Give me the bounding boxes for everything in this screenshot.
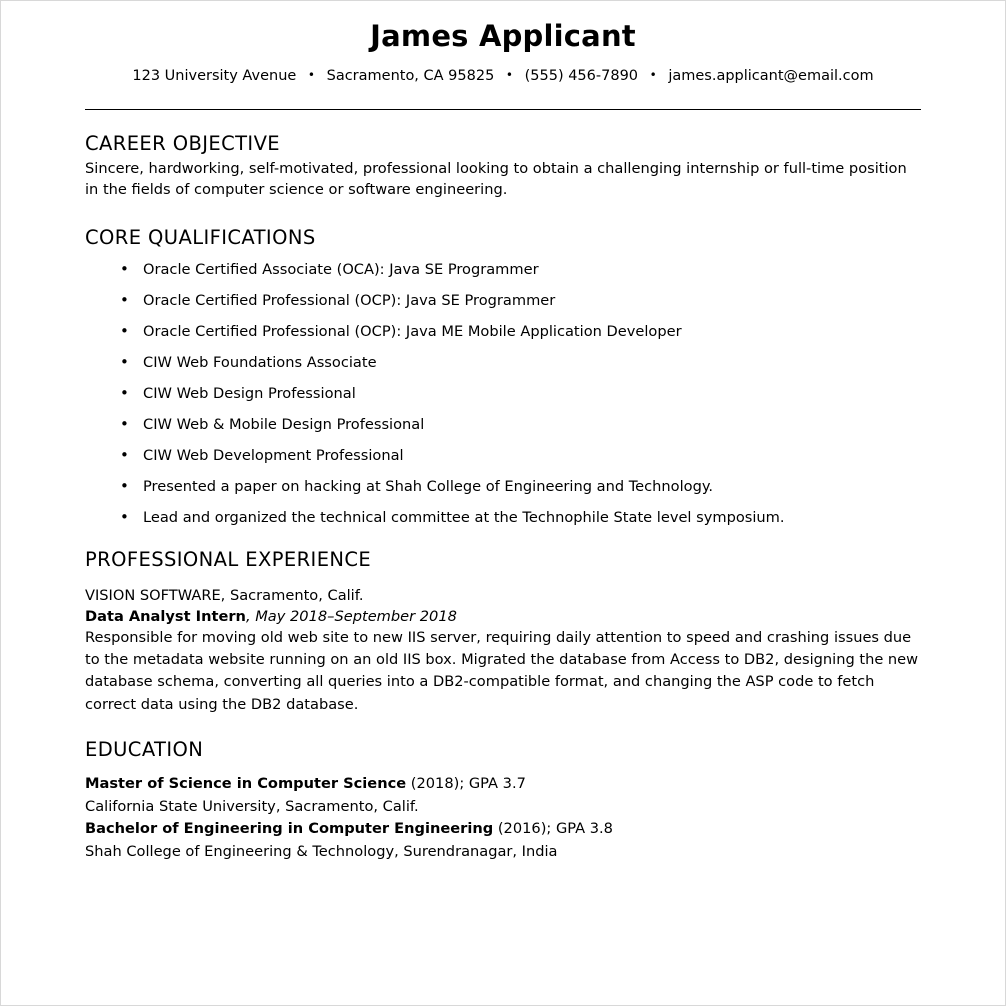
contact-address: 123 University Avenue xyxy=(132,67,297,84)
bullet-separator-icon: • xyxy=(307,67,315,82)
header-divider xyxy=(85,109,921,110)
bullet-separator-icon: • xyxy=(505,67,513,82)
education-entry-degree xyxy=(85,773,921,796)
section-heading-core-qualifications: CORE QUALIFICATIONS xyxy=(85,226,316,250)
list-item: • CIW Web Design Professional xyxy=(85,385,921,403)
section-heading-professional-experience: PROFESSIONAL EXPERIENCE xyxy=(85,548,372,572)
list-item: • Oracle Certified Professional (OCP): Java SE Programmer xyxy=(85,292,921,310)
education-degree-detail: (2016); GPA 3.8 xyxy=(493,820,613,838)
list-item: • CIW Web & Mobile Design Professional xyxy=(85,416,921,434)
contact-line xyxy=(85,67,921,86)
list-item: • Oracle Certified Associate (OCA): Java SE Programmer xyxy=(85,261,921,279)
list-item: • CIW Web Foundations Associate xyxy=(85,354,921,372)
education-degree-detail: (2018); GPA 3.7 xyxy=(406,775,526,793)
page-title: James Applicant xyxy=(370,19,636,53)
experience-company: VISION SOFTWARE, Sacramento, Calif. xyxy=(85,586,364,604)
contact-phone: (555) 456-7890 xyxy=(524,67,639,84)
bullet-separator-icon: • xyxy=(649,67,657,82)
list-item: • CIW Web Development Professional xyxy=(85,447,921,465)
career-objective-text: Sincere, hardworking, self-motivated, professional looking to obtain a challenging internship or full-time position in the fields of computer science or software engineering. xyxy=(85,160,907,198)
core-qualifications-list xyxy=(85,261,921,527)
education-entry-school: Shah College of Engineering & Technology, Surendranagar, India xyxy=(85,842,558,860)
list-item: • Presented a paper on hacking at Shah College of Engineering and Technology. xyxy=(85,478,921,496)
experience-description: Responsible for moving old web site to new IIS server, requiring daily attention to speed and crashing issues due to the metadata website running on an old IIS box. Migrated the database from Access to DB2, designing the new database schema, converting all queries into a DB2-compatible format, and changing the ASP code to fetch correct data using the DB2 database. xyxy=(85,629,919,713)
education-degree-title: Bachelor of Engineering in Computer Engineering xyxy=(85,820,494,838)
contact-city: Sacramento, CA 95825 xyxy=(326,67,495,84)
education-degree-title: Master of Science in Computer Science xyxy=(85,775,407,793)
experience-role-dates: , May 2018–September 2018 xyxy=(245,607,457,625)
education-entry-degree xyxy=(85,818,921,841)
experience-role-title: Data Analyst Intern xyxy=(85,607,246,625)
resume-body xyxy=(1,1,1005,864)
contact-email: james.applicant@email.com xyxy=(668,67,874,84)
section-heading-education: EDUCATION xyxy=(85,737,204,761)
education-entry-school: California State University, Sacramento, Calif. xyxy=(85,797,419,815)
list-item: • Lead and organized the technical committee at the Technophile State level symposium. xyxy=(85,509,921,527)
section-heading-career-objective: CAREER OBJECTIVE xyxy=(85,131,281,155)
experience-role xyxy=(85,606,921,627)
list-item: • Oracle Certified Professional (OCP): Java ME Mobile Application Developer xyxy=(85,323,921,341)
